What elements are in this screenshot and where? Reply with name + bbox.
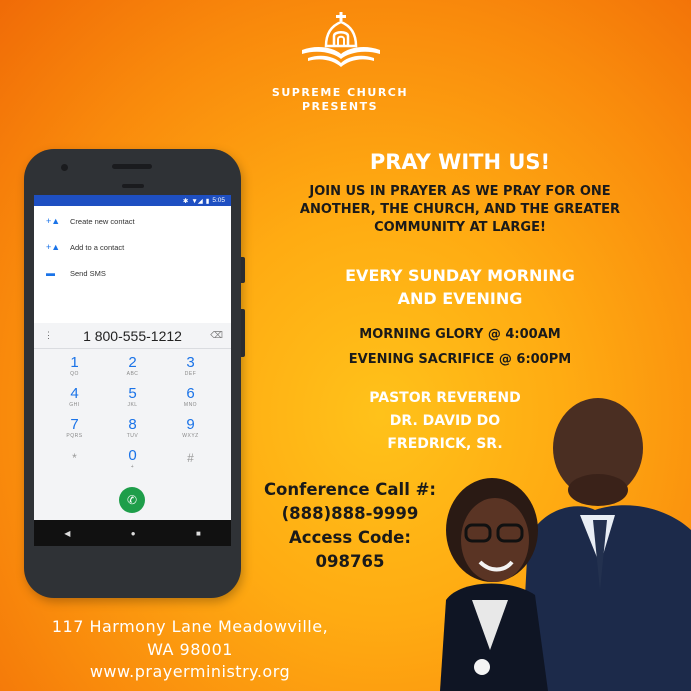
number-display: [34, 323, 231, 349]
signal-icon: ▼◢: [191, 197, 203, 205]
pastors-photo: [400, 390, 691, 691]
website-link[interactable]: www.prayerministry.org: [89, 662, 291, 681]
dial-key[interactable]: [46, 386, 104, 414]
address-line: WA 98001: [147, 640, 233, 659]
service-times: [300, 322, 620, 372]
dial-key[interactable]: [162, 355, 220, 383]
key-digit: 5: [128, 385, 137, 402]
menu-label: Create new contact: [70, 216, 135, 226]
dial-key[interactable]: [104, 417, 162, 445]
add-to-contact-item[interactable]: [34, 234, 231, 260]
key-letters: QO: [70, 371, 79, 377]
key-letters: MNO: [183, 402, 198, 408]
sms-icon: ▬: [46, 268, 55, 278]
dial-key[interactable]: [46, 355, 104, 383]
dial-key[interactable]: [104, 448, 162, 476]
access-code: 098765: [315, 552, 385, 571]
key-digit: 4: [70, 385, 79, 402]
brand-presents: PRESENTS: [301, 100, 379, 113]
power-button: [241, 309, 245, 357]
keypad: [34, 349, 231, 476]
dial-key[interactable]: [162, 386, 220, 414]
invite-text: JOIN US IN PRAYER AS WE PRAY FOR ONE ANOTHER, THE CHURCH, AND THE GREATER COMMUNITY AT LARGE!: [299, 184, 621, 235]
key-digit: 2: [128, 354, 137, 371]
key-letters: ABC: [126, 371, 139, 377]
status-time: 5:05: [212, 197, 225, 204]
key-digit: 1: [70, 354, 79, 371]
dial-key[interactable]: [162, 417, 220, 445]
front-camera: [61, 164, 68, 171]
dial-key[interactable]: [104, 386, 162, 414]
call-button[interactable]: [119, 487, 145, 513]
pastor-line: FREDRICK, SR.: [387, 436, 503, 452]
dialpad: [34, 323, 231, 520]
speaker-grille: [112, 164, 152, 169]
menu-label: Send SMS: [70, 268, 106, 278]
church-logo: [298, 12, 384, 82]
dialer-menu: [34, 206, 231, 333]
key-letters: DEF: [184, 371, 197, 377]
dial-key[interactable]: [46, 448, 104, 476]
battery-icon: ▮: [205, 197, 210, 205]
key-letters: TUV: [126, 433, 139, 439]
key-letters: GHI: [69, 402, 80, 408]
key-digit: 0: [128, 447, 137, 464]
address-line: 117 Harmony Lane Meadowville,: [51, 617, 329, 636]
address: [0, 615, 380, 661]
dial-key[interactable]: [104, 355, 162, 383]
volume-button: [241, 257, 245, 283]
menu-label: Add to a contact: [70, 242, 125, 252]
brand-name: SUPREME CHURCH: [271, 86, 409, 99]
phone-icon: ✆: [126, 493, 138, 507]
key-digit: 3: [186, 354, 195, 371]
home-icon[interactable]: ●: [130, 528, 136, 538]
key-digit: 6: [186, 385, 195, 402]
dial-key[interactable]: [162, 448, 220, 476]
schedule-line: EVERY SUNDAY MORNING: [345, 266, 575, 285]
key-letters: PQRS: [66, 433, 83, 439]
add-contact-icon: +▲: [46, 242, 61, 252]
speaker-grille: [122, 184, 144, 188]
access-label: Access Code:: [289, 528, 411, 547]
pastor-line: PASTOR REVEREND: [369, 390, 521, 406]
key-letters: WXYZ: [182, 433, 199, 439]
backspace-icon[interactable]: ⌫: [210, 330, 223, 340]
more-options-icon[interactable]: ⋮: [44, 330, 53, 340]
recents-icon[interactable]: ■: [195, 528, 201, 538]
status-bar: [34, 195, 231, 206]
dialed-number: 1 800-555-1212: [83, 327, 182, 344]
key-letters: +: [130, 464, 135, 470]
morning-time: MORNING GLORY @ 4:00AM: [359, 327, 561, 342]
phone-mockup: [24, 149, 241, 598]
key-digit: 7: [70, 416, 79, 433]
conference-label: Conference Call #:: [263, 480, 437, 499]
key-digit: 8: [128, 416, 137, 433]
create-contact-item[interactable]: [34, 208, 231, 234]
phone-screen: [34, 195, 231, 546]
conference-number: (888)888-9999: [281, 504, 419, 523]
bluetooth-icon: ✱: [182, 197, 189, 205]
key-digit: *: [72, 451, 77, 465]
pastor-line: DR. DAVID DO: [389, 413, 501, 429]
add-contact-icon: +▲: [46, 216, 61, 226]
key-letters: JKL: [127, 402, 138, 408]
key-digit: 9: [186, 416, 195, 433]
send-sms-item[interactable]: [34, 260, 231, 286]
back-icon[interactable]: ◀: [64, 528, 71, 538]
schedule-line: AND EVENING: [397, 289, 523, 308]
dial-key[interactable]: [46, 417, 104, 445]
key-digit: #: [187, 451, 194, 465]
headline: PRAY WITH US!: [369, 150, 551, 174]
schedule-text: [300, 264, 620, 310]
evening-time: EVENING SACRIFICE @ 6:00PM: [348, 352, 572, 367]
nav-bar: [34, 520, 231, 546]
